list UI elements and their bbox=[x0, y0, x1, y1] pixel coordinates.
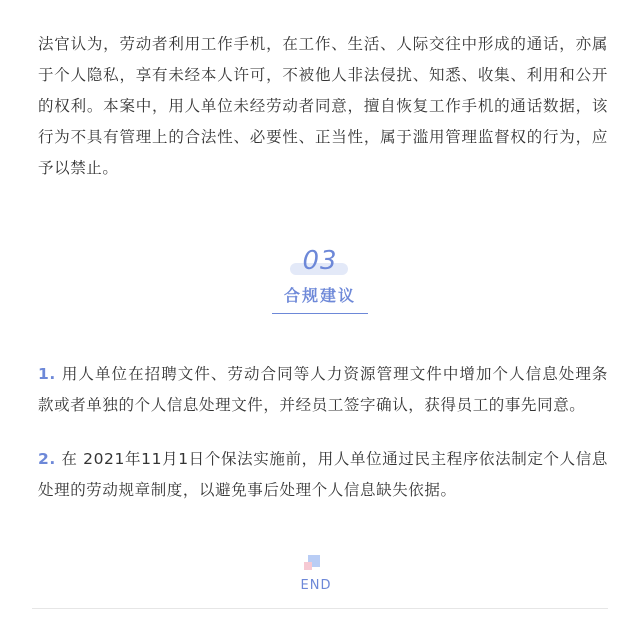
section-number: 03 bbox=[302, 246, 338, 276]
recommendation-text: 用人单位在招聘文件、劳动合同等人力资源管理文件中增加个人信息处理条款或者单独的个人信息处理文件，并经员工签字确认，获得员工的事先同意。 bbox=[38, 365, 608, 414]
end-square-pink bbox=[304, 562, 312, 570]
section-title-underline bbox=[272, 313, 368, 314]
recommendation-marker: 2. bbox=[38, 450, 56, 468]
section-header bbox=[272, 244, 368, 314]
section-title: 合规建议 bbox=[283, 286, 356, 305]
recommendation-item bbox=[38, 359, 608, 421]
end-label: END bbox=[300, 578, 332, 593]
recommendation-marker: 1. bbox=[38, 365, 56, 383]
bottom-divider bbox=[32, 608, 608, 609]
recommendation-item bbox=[38, 444, 608, 506]
recommendation-text: 在 2021年11月1日个保法实施前，用人单位通过民主程序依法制定个人信息处理的劳动规章制度，以避免事后处理个人信息缺失依据。 bbox=[38, 450, 608, 499]
intro-paragraph: 法官认为，劳动者利用工作手机，在工作、生活、人际交往中形成的通话，亦属于个人隐私，享有未经本人许可，不被他人非法侵扰、知悉、收集、利用和公开的权利。本案中，用人单位未经劳动者同意，擅自恢复工作手机的通话数据，该行为不具有管理上的合法性、必要性、正当性，属于滥用管理监督权的行为，应予以禁止。 bbox=[38, 35, 608, 177]
end-mark bbox=[296, 553, 336, 601]
